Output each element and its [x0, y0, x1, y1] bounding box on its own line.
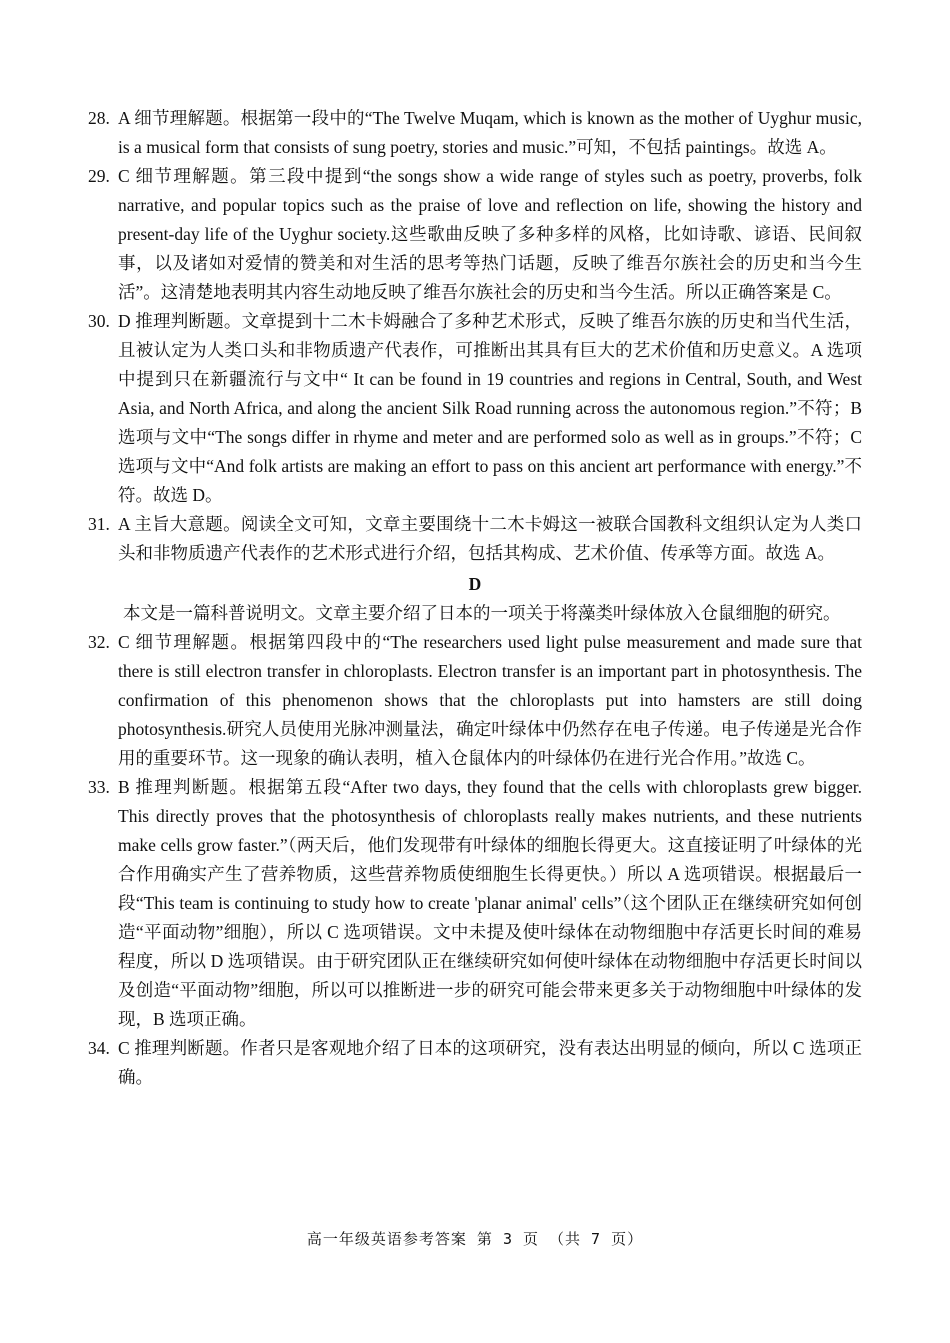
- question-number: 31.: [88, 514, 110, 534]
- question-number: 28.: [88, 108, 110, 128]
- question-number: 34.: [88, 1038, 110, 1058]
- question-number: 30.: [88, 311, 110, 331]
- section-intro: 本文是一篇科普说明文。文章主要介绍了日本的一项关于将藻类叶绿体放入仓鼠细胞的研究。: [123, 603, 841, 623]
- answer-item-33: [88, 773, 862, 1034]
- answer-item-32: [88, 628, 862, 773]
- page-footer: 高一年级英语参考答案 第 3 页 （共 7 页）: [306, 1230, 644, 1248]
- answer-explanation: A 细节理解题。根据第一段中的“The Twelve Muqam, which is known as the mother of Uyghur music, is a musical form that consists of sung poetry, stories and music.”可知，不包括 paintings。故选 A。: [118, 108, 862, 157]
- answer-item-28: [88, 104, 862, 162]
- answer-explanation: C 推理判断题。作者只是客观地介绍了日本的这项研究，没有表达出明显的倾向，所以 C 选项正确。: [118, 1038, 862, 1087]
- answer-explanation: B 推理判断题。根据第五段“After two days, they found that the cells with chloroplasts grew bigger. This directly proves that the photosynthesis of chloroplasts really makes nutrients, and these nutrients make cells grow faster.”（两天后，他们发现带有叶绿体的细胞长得更大。这直接证明了叶绿体的光合作用确实产生了营养物质，这些营养物质使细胞生长得更快。）所以 A 选项错误。根据最后一段“This team is continuing to study how to create 'planar animal' cells”（这个团队正在继续研究如何创造“平面动物”细胞），所以 C 选项错误。文中未提及使叶绿体在动物细胞中存活更长时间的难易程度，所以 D 选项错误。由于研究团队正在继续研究如何使叶绿体在动物细胞中存活更长时间以及创造“平面动物”细胞，所以可以推断进一步的研究可能会带来更多关于动物细胞中叶绿体的发现，B 选项正确。: [118, 777, 862, 1029]
- answer-page: [88, 104, 862, 1092]
- answer-explanation: C 细节理解题。第三段中提到“the songs show a wide range of styles such as poetry, proverbs, folk narrative, and popular topics such as the praise of love and reflection on life, showing the history and present-day life of the Uyghur society.这些歌曲反映了多种多样的风格，比如诗歌、谚语、民间叙事，以及诸如对爱情的赞美和对生活的思考等热门话题，反映了维吾尔族社会的历史和当今生活”。这清楚地表明其内容生动地反映了维吾尔族社会的历史和当今生活。所以正确答案是 C。: [118, 166, 862, 302]
- answer-item-34: [88, 1034, 862, 1092]
- question-number: 33.: [88, 777, 110, 797]
- answer-item-29: [88, 162, 862, 307]
- answer-explanation: D 推理判断题。文章提到十二木卡姆融合了多种艺术形式，反映了维吾尔族的历史和当代生活，且被认定为人类口头和非物质遗产代表作，可推断出其具有巨大的艺术价值和历史意义。A 选项中提到只在新疆流行与文中“ It can be found in 19 countries and regions in Central, South, and West Asia, and North Africa, and along the ancient Silk Road running across the autonomous region.”不符；B 选项与文中“The songs differ in rhyme and meter and are performed solo as well as in groups.”不符；C 选项与文中“And folk artists are making an effort to pass on this ancient art performance with energy.”不符。故选 D。: [118, 311, 862, 505]
- section-heading-d: D: [468, 574, 482, 594]
- answer-item-30: [88, 307, 862, 510]
- answer-explanation: C 细节理解题。根据第四段中的“The researchers used light pulse measurement and made sure that there is still electron transfer in chloroplasts. Electron transfer is an important part in photosynthesis. The confirmation of this phenomenon shows that the chloroplasts put into hamsters are still doing photosynthesis.研究人员使用光脉冲测量法，确定叶绿体中仍然存在电子传递。电子传递是光合作用的重要环节。这一现象的确认表明，植入仓鼠体内的叶绿体仍在进行光合作用。”故选 C。: [118, 632, 862, 768]
- question-number: 32.: [88, 632, 110, 652]
- question-number: 29.: [88, 166, 110, 186]
- answer-item-31: [88, 510, 862, 568]
- answer-explanation: A 主旨大意题。阅读全文可知，文章主要围绕十二木卡姆这一被联合国教科文组织认定为人类口头和非物质遗产代表作的艺术形式进行介绍，包括其构成、艺术价值、传承等方面。故选 A。: [118, 514, 862, 563]
